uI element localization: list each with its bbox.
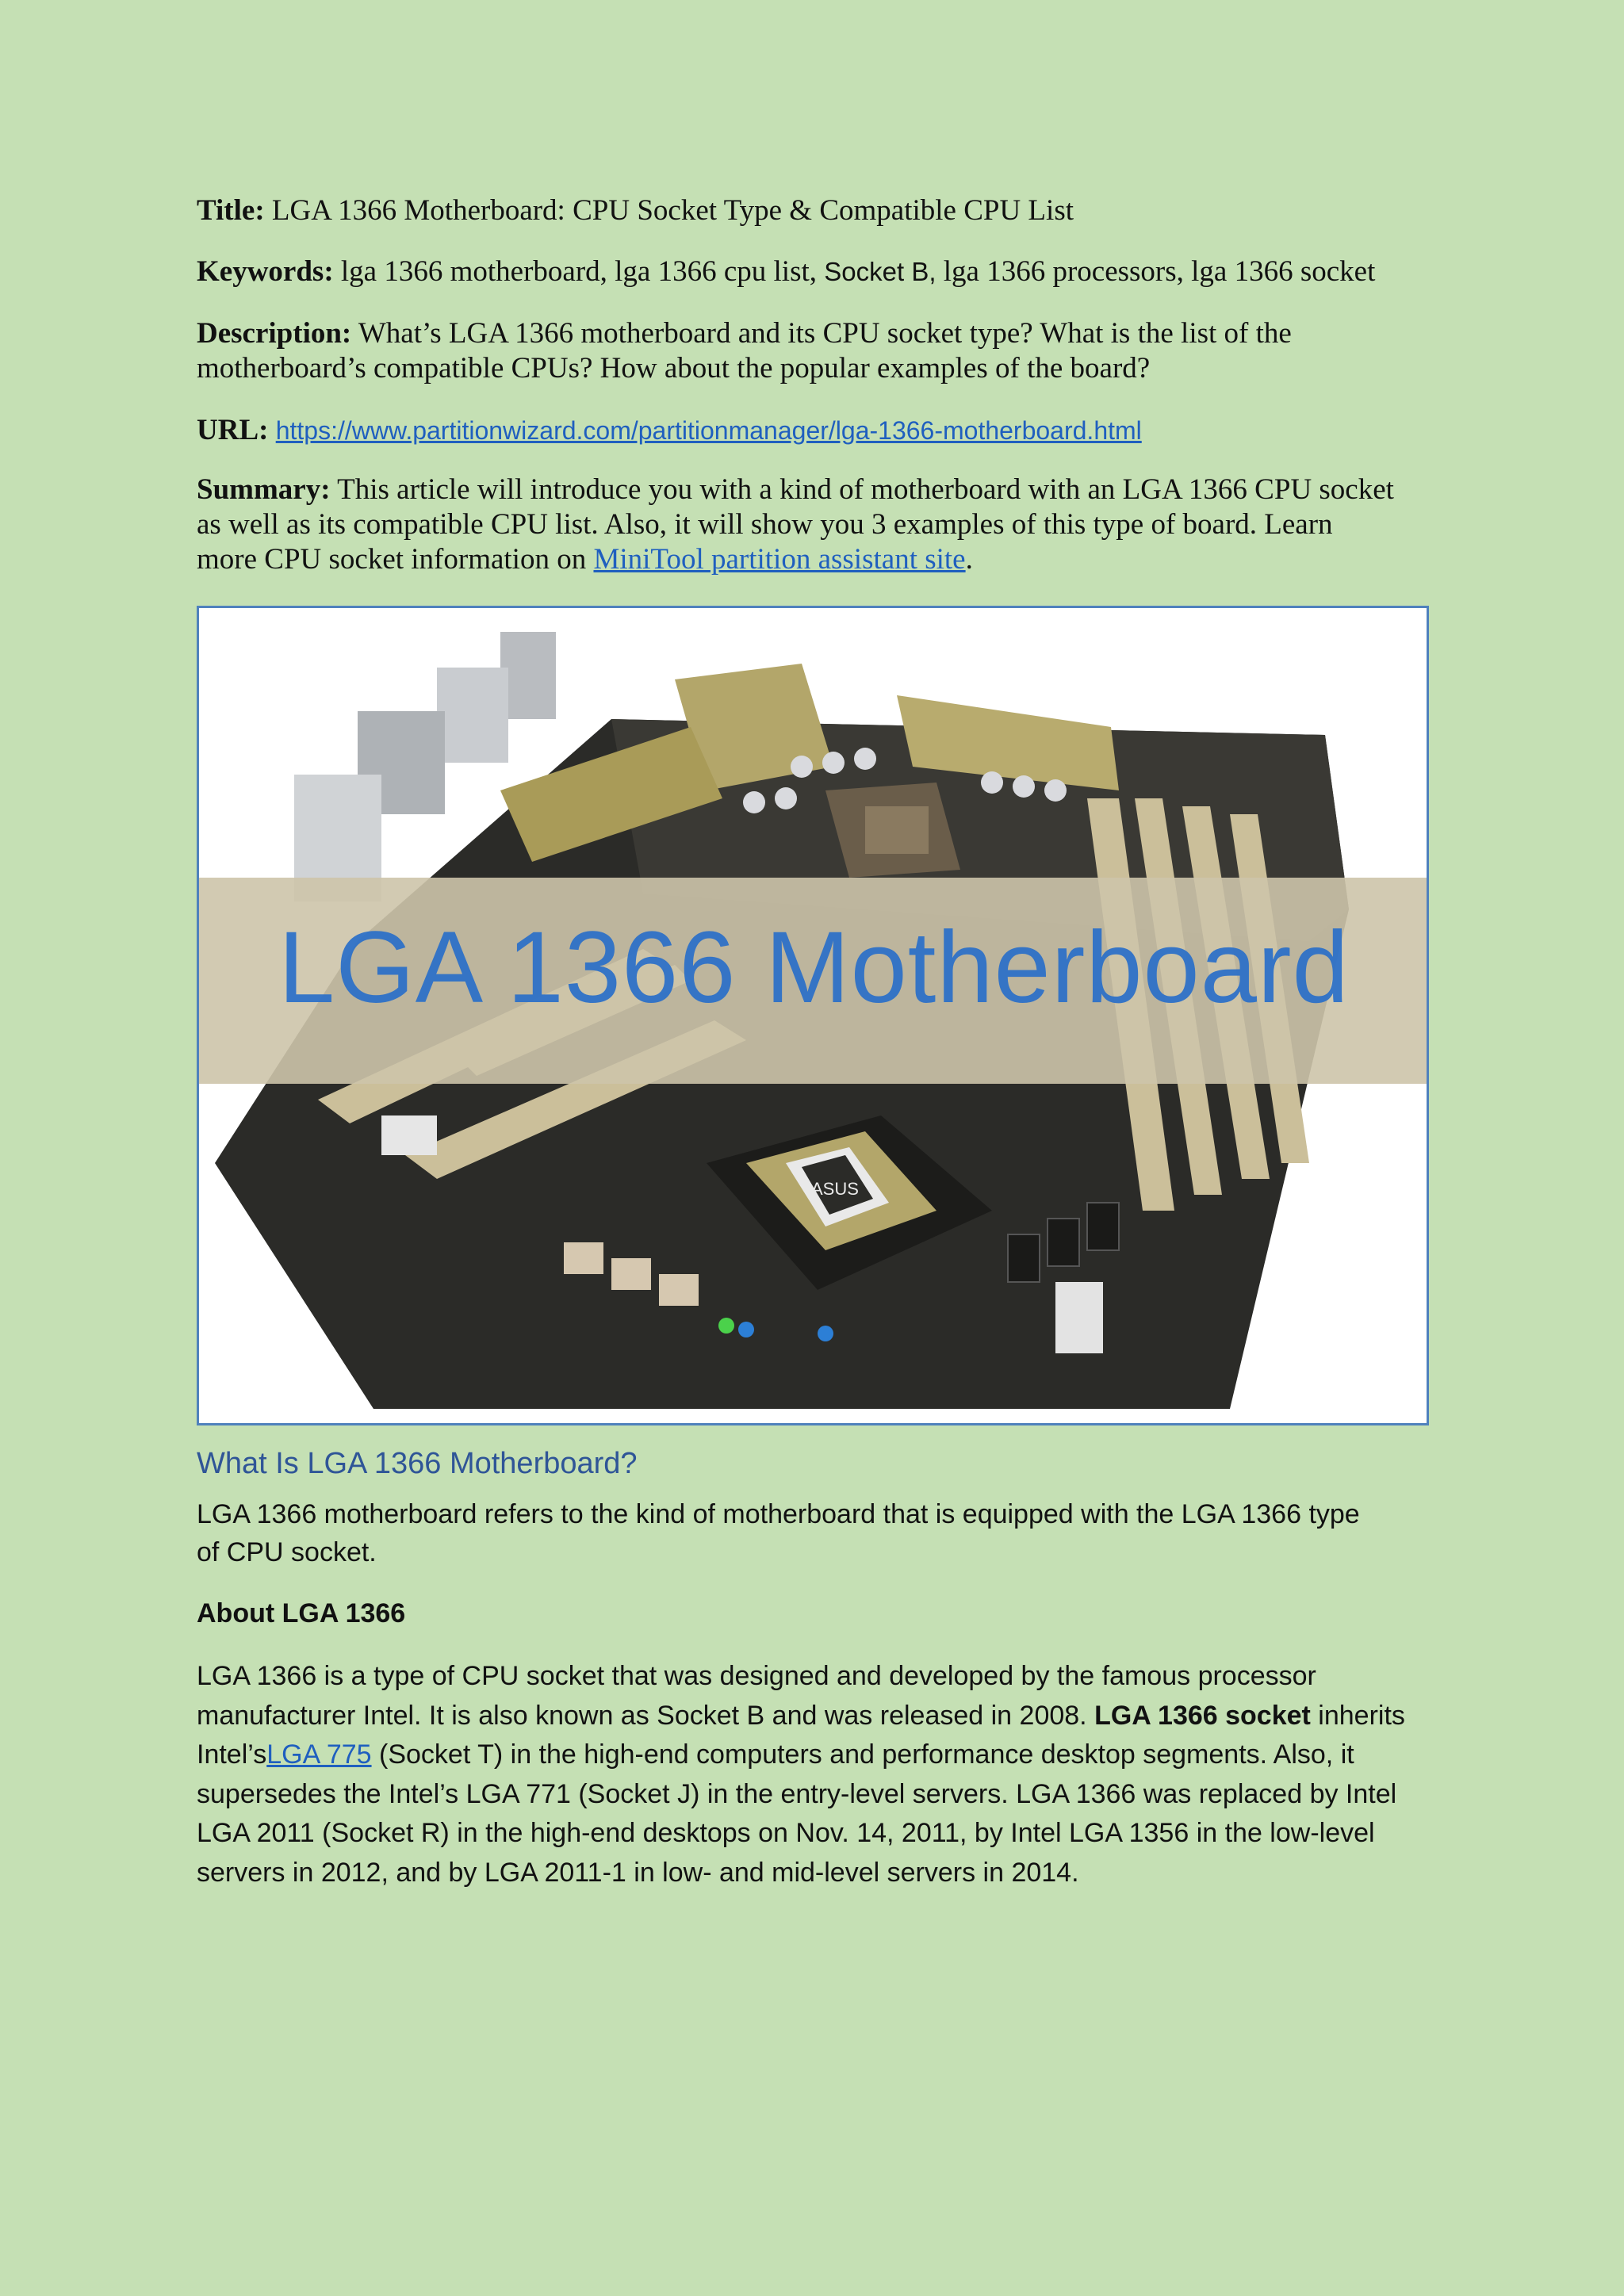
title-line (197, 193, 1434, 228)
about-line-2: manufacturer Intel. It is also known as Socket B and was released in 2008. (197, 1700, 1087, 1731)
title-value: LGA 1366 Motherboard: CPU Socket Type & Compatible CPU List (271, 194, 1074, 227)
about-line-3: (Socket T) in the high-end computers and performance desktop segments. Also, it (379, 1739, 1354, 1770)
about-line-2-end: inherits (1318, 1700, 1405, 1731)
summary-block (197, 473, 1434, 577)
summary-line-3: more CPU socket information on (197, 543, 587, 576)
banner-text: LGA 1366 Motherboard (278, 911, 1350, 1024)
about-line-1: LGA 1366 is a type of CPU socket that was designed and developed by the famous processor (197, 1661, 1316, 1691)
description-line-2: motherboard’s compatible CPUs? How about the popular examples of the board? (197, 352, 1151, 385)
summary-label: Summary: (197, 473, 331, 506)
url-line (197, 413, 1434, 448)
intro-paragraph (197, 1495, 1434, 1571)
about-subheading: About LGA 1366 (197, 1598, 406, 1628)
keywords-value: lga 1366 motherboard, lga 1366 cpu list, (340, 255, 818, 288)
asus-logo: ASUS (811, 1179, 859, 1199)
about-line-3-start: Intel’s (197, 1739, 267, 1770)
about-line-5: LGA 2011 (Socket R) in the high-end desktops on Nov. 14, 2011, by Intel LGA 1356 in the low-level (197, 1818, 1375, 1848)
keywords-value-rest: lga 1366 processors, lga 1366 socket (943, 255, 1376, 288)
url-link[interactable]: https://www.partitionwizard.com/partitionmanager/lga-1366-motherboard.html (275, 416, 1142, 445)
title-label: Title: (197, 194, 265, 227)
keywords-socket-b: Socket B, (824, 257, 936, 286)
keywords-label: Keywords: (197, 255, 334, 288)
summary-line-2: as well as its compatible CPU list. Also, it will show you 3 examples of this type of board. Learn (197, 508, 1333, 541)
about-paragraph (197, 1657, 1434, 1892)
intro-line-2: of CPU socket. (197, 1537, 377, 1567)
about-line-6: servers in 2012, and by LGA 2011-1 in low- and mid-level servers in 2014. (197, 1857, 1079, 1888)
summary-line-1: This article will introduce you with a kind of motherboard with an LGA 1366 CPU socket (337, 473, 1394, 506)
description-label: Description: (197, 317, 352, 350)
summary-period: . (965, 543, 973, 576)
keywords-line (197, 254, 1434, 289)
hero-image (197, 606, 1429, 1425)
description-line-1: What’s LGA 1366 motherboard and its CPU socket type? What is the list of the (358, 317, 1292, 350)
about-bold-term: LGA 1366 socket (1094, 1700, 1311, 1731)
about-line-4: supersedes the Intel’s LGA 771 (Socket J) in the entry-level servers. LGA 1366 was replaced by Intel (197, 1778, 1397, 1809)
url-label: URL: (197, 414, 269, 446)
lga-775-link[interactable]: LGA 775 (266, 1739, 372, 1770)
minitool-site-link[interactable]: MiniTool partition assistant site (593, 543, 966, 576)
description-block (197, 316, 1434, 386)
section-heading: What Is LGA 1366 Motherboard? (197, 1447, 638, 1480)
intro-line-1: LGA 1366 motherboard refers to the kind of motherboard that is equipped with the LGA 1366 type (197, 1499, 1360, 1529)
